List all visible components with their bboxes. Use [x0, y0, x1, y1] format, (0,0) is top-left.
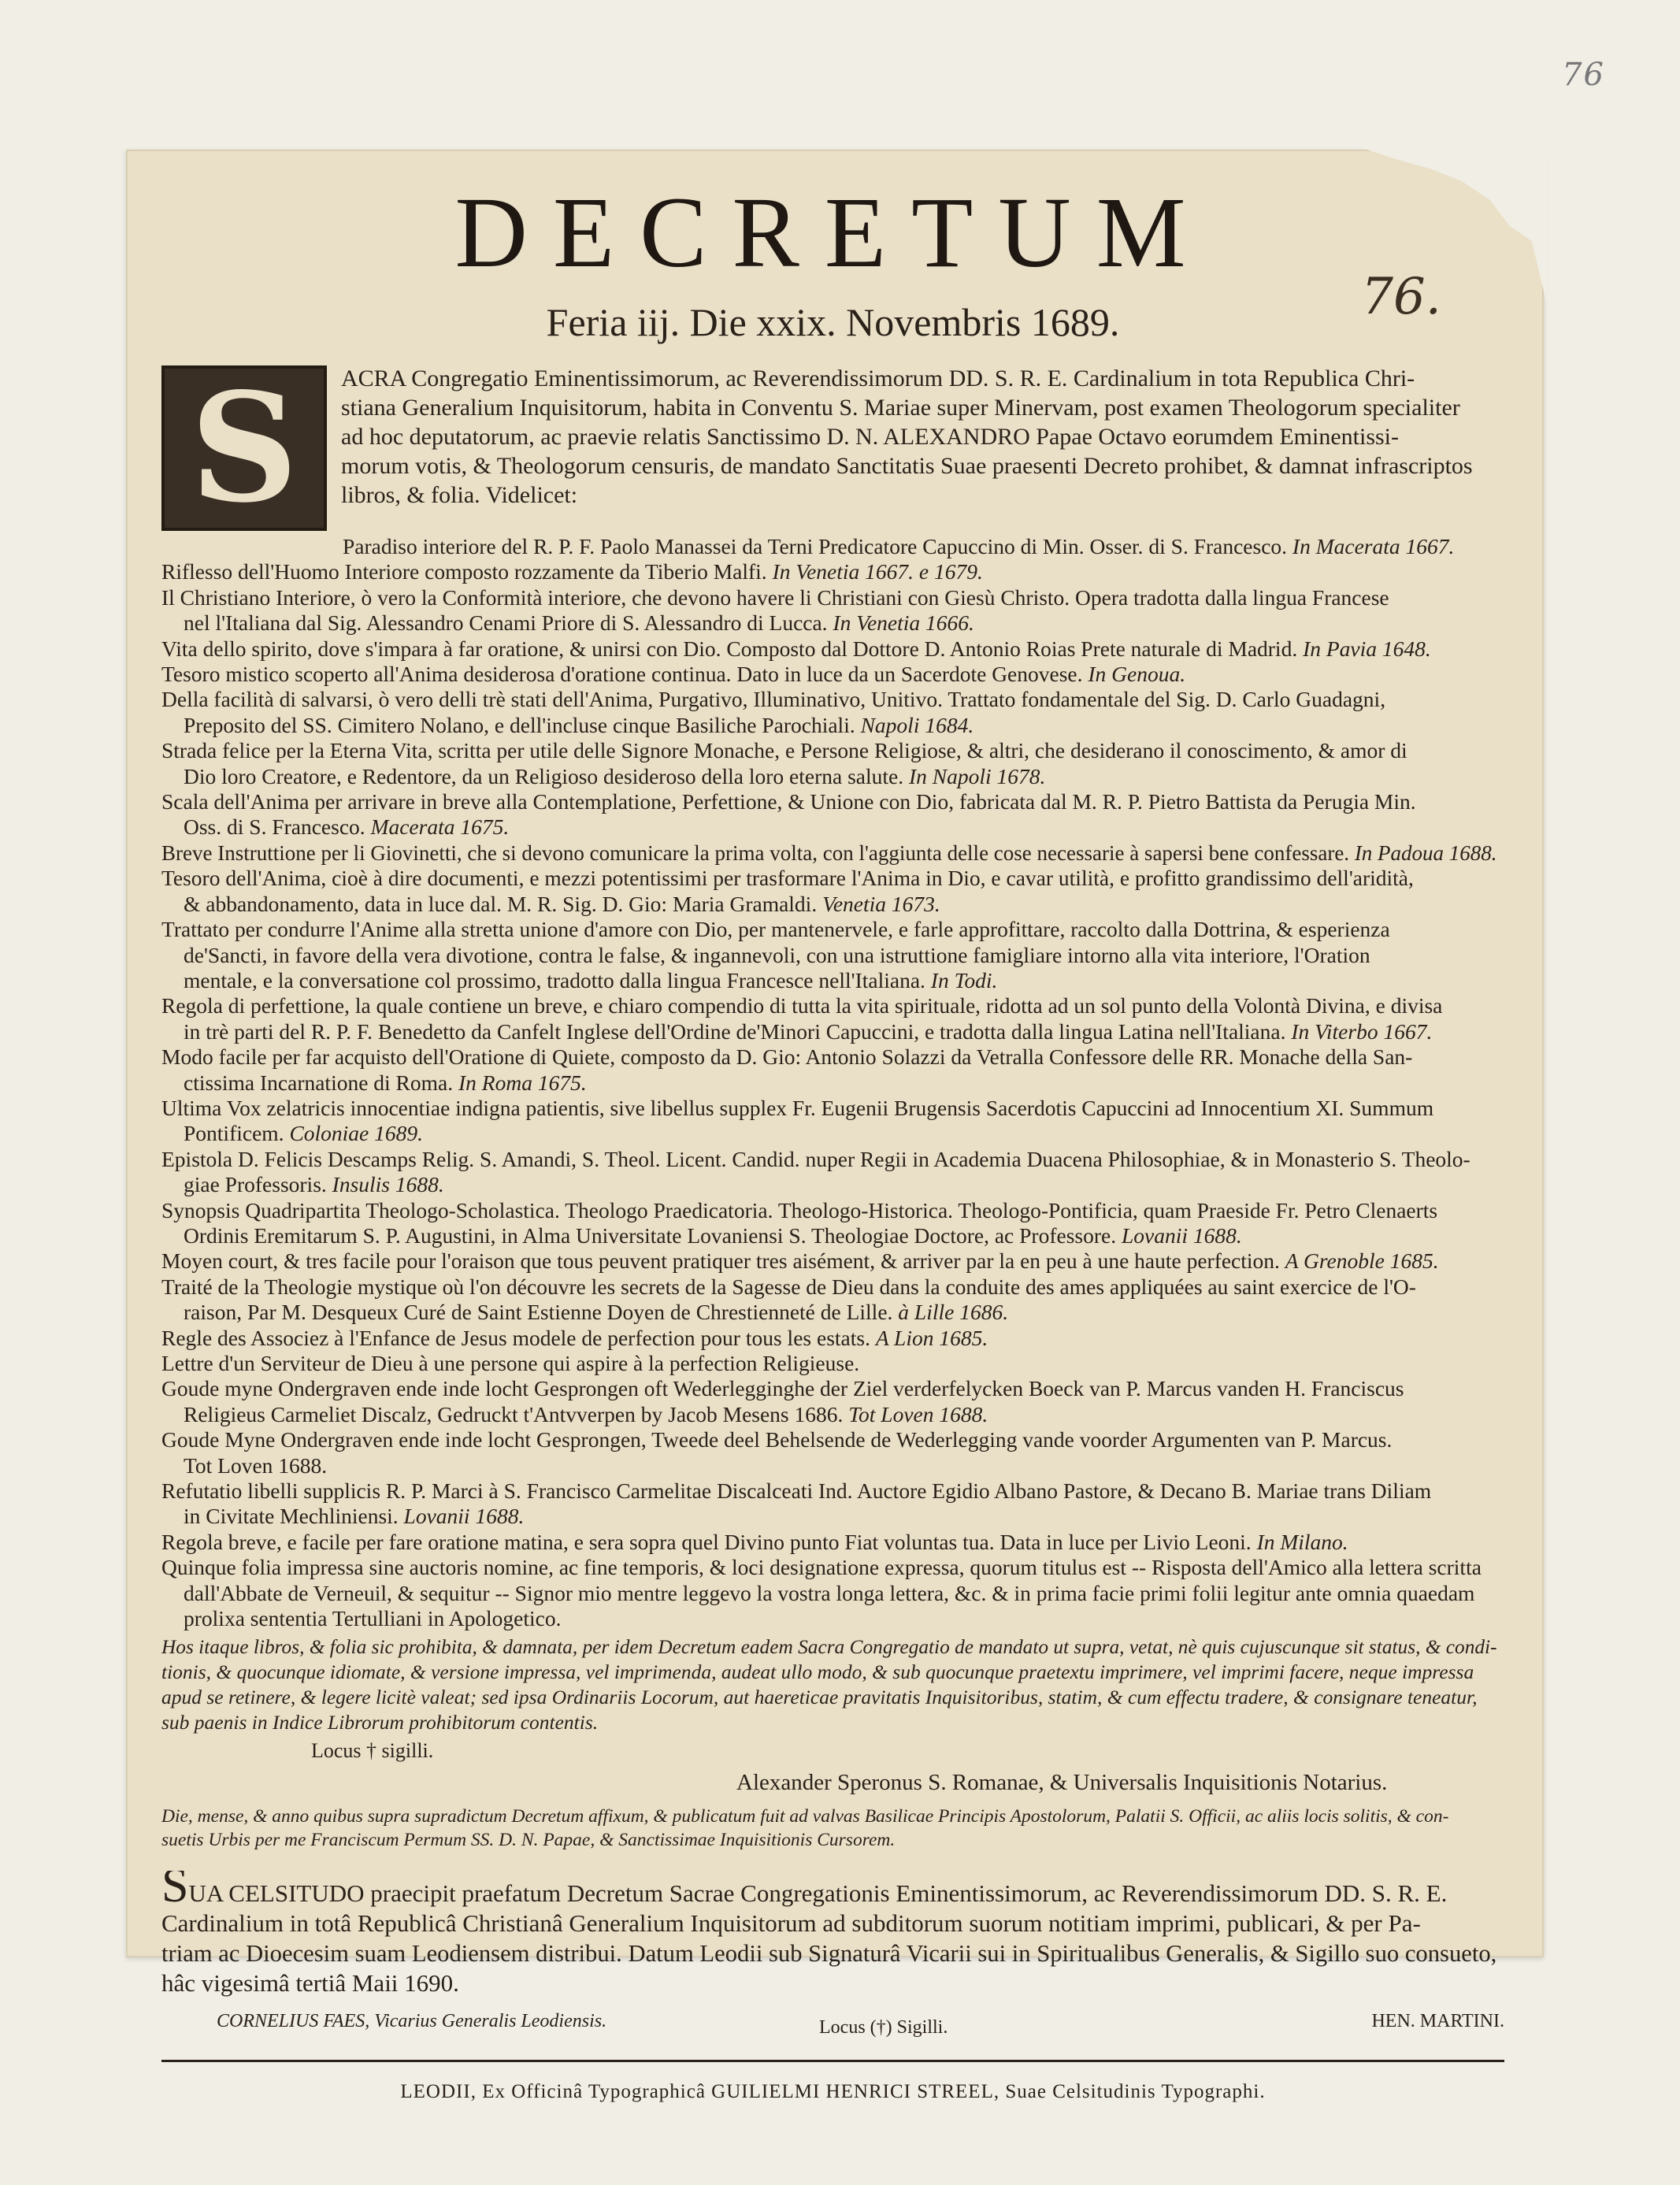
vicar-signature: CORNELIUS FAES, Vicarius Generalis Leodiensis.: [217, 2011, 607, 2032]
book-entry-line: [161, 943, 1504, 968]
book-entry-line: [161, 1044, 1504, 1070]
book-text: Tot Loven 1688.: [184, 1452, 328, 1478]
book-imprint-place: Tot Loven 1688.: [848, 1401, 988, 1426]
affixation-note: [161, 1805, 1504, 1852]
folio-handwritten-number: 76.: [1361, 268, 1441, 326]
intro-line: stiana Generalium Inquisitorum, habita in Conventu S. Mariae super Minervam, post examen Theologorum specialiter: [341, 395, 1460, 421]
book-entry-line: [161, 1402, 1504, 1427]
book-entry-line: [161, 1223, 1504, 1248]
book-text: ctissima Incarnatione di Roma.: [184, 1070, 454, 1095]
book-text: Goude myne Ondergraven ende inde locht Gesprongen oft Wederlegginghe der Ziel verderfelycken Boeck van P. Marcus vanden H. Franciscus: [161, 1376, 1404, 1401]
book-text: Tesoro mistico scoperto all'Anima desiderosa d'oratione continua. Dato in luce da un Sacerdote Genovese.: [161, 662, 1083, 687]
book-text: Trattato per condurre l'Anime alla stretta unione d'amore con Dio, per mantenervele, e farle approfittare, raccolto dalla Dottrina, & esperienza: [161, 917, 1390, 942]
book-text: raison, Par M. Desqueux Curé de Saint Estienne Doyen de Chrestienneté de Lille.: [184, 1300, 893, 1325]
prohibition-decree-text: [161, 1634, 1504, 1735]
book-entry-line: [161, 993, 1504, 1018]
book-entry-line: [161, 968, 1504, 993]
book-entry-line: [161, 687, 1504, 712]
book-entry-line: [161, 917, 1504, 942]
book-text: Ordinis Eremitarum S. P. Augustini, in Alma Universitate Lovaniensi S. Theologiae Doctore, ac Professore.: [184, 1222, 1117, 1248]
decree-line: apud se retinere, & legere licitè valeat; sed ipsa Ordinariis Locorum, aut haereticae pravitatis Inquisitoribus, statim, & cum effectu tradere, & consignare teneatur,: [161, 1686, 1478, 1709]
book-text: dall'Abbate de Verneuil, & sequitur -- Signor mio mentre leggevo la vostra longa lettera, &c. & in prima facie primi folii legitur ante omnia quaedam: [184, 1580, 1475, 1605]
book-entry-line: [161, 1147, 1504, 1172]
intro-line: ad hoc deputatorum, ac praevie relatis Sanctissimo D. N. ALEXANDRO Papae Octavo eorumdem Eminentissi-: [341, 424, 1399, 450]
book-text: Synopsis Quadripartita Theologo-Scholastica. Theologo Praedicatoria. Theologo-Historica. Theologo-Pontificia, quam Praeside Fr. Petro Clenaerts: [161, 1197, 1438, 1222]
book-entry-line: [161, 1376, 1504, 1401]
decree-sheet: [126, 150, 1544, 2103]
book-text: Regola breve, e facile per fare oratione matina, e sera sopra quel Divino punto Fiat voluntas tua. Data in luce per Livio Leoni.: [161, 1529, 1252, 1554]
intro-line: morum votis, & Theologorum censuris, de mandato Sanctitatis Suae praesenti Decreto prohibet, & damnat infrascriptos: [341, 453, 1473, 479]
book-imprint-place: In Milano.: [1256, 1529, 1348, 1554]
book-text: Preposito del SS. Cimitero Nolano, e dell'incluse cinque Basiliche Parochiali.: [184, 712, 855, 737]
book-entry-line: [161, 892, 1504, 917]
book-entry-line: [161, 1070, 1504, 1096]
book-imprint-place: In Genoua.: [1088, 662, 1186, 687]
book-entry-line: [161, 636, 1504, 662]
book-text: Dio loro Creatore, e Redentore, da un Religioso desideroso della loro eterna salute.: [184, 763, 904, 788]
book-entry-line: [161, 1121, 1504, 1146]
sua-line-first: [161, 1871, 1504, 1909]
book-text: Riflesso dell'Huomo Interiore composto rozzamente da Tiberio Malfi.: [161, 559, 767, 584]
seal-place-1: Locus † sigilli.: [311, 1739, 434, 1763]
book-text: nel l'Italiana dal Sig. Alessandro Cenami Priore di S. Alessandro di Lucca.: [184, 610, 828, 636]
book-text: Paradiso interiore del R. P. F. Paolo Manassei da Terni Predicatore Capuccino di Min. Osser. di S. Francesco.: [343, 534, 1288, 558]
book-imprint-place: In Viterbo 1667.: [1291, 1018, 1433, 1044]
book-entry-line: [161, 1427, 1504, 1452]
book-text: Ultima Vox zelatricis innocentiae indigna patientis, sive libellus supplex Fr. Eugenii Brugensis Sacerdotis Capuccini ad Innocentium XI. Summum: [161, 1095, 1434, 1120]
book-imprint-place: In Todi.: [930, 967, 998, 992]
book-entry-line: [161, 1248, 1504, 1274]
sua-line-0: UA CELSITUDO praecipit praefatum Decretum Sacrae Congregationis Eminentissimorum, ac Reverendissimorum DD. S. R. E.: [188, 1879, 1448, 1908]
decree-line: Hos itaque libros, & folia sic prohibita, & damnata, per idem Decretum eadem Sacra Congregatio de mandato ut supra, vetat, nè quis cujuscunque sit status, & condi-: [161, 1636, 1497, 1659]
book-entry-line: [161, 866, 1504, 891]
ornamental-dropcap: [161, 360, 327, 536]
book-entry-line: [161, 1300, 1504, 1325]
book-entry-line: [161, 1326, 1504, 1351]
intro-lines: [161, 364, 1504, 510]
book-text: Breve Instruttione per li Giovinetti, che si devono comunicare la prima volta, con l'aggiunta delle cose necessarie à sapersi bene confessare.: [161, 840, 1350, 865]
book-text: mentale, e la conversatione col prossimo, tradotto dalla lingua Francesce nell'Italiana.: [184, 967, 925, 992]
book-entry-line: [161, 1606, 1504, 1631]
book-entry-line: [161, 610, 1504, 636]
book-text: Regola di perfettione, la quale contiene un breve, e chiaro compendio di tutta la vita spirituale, ridotta ad un sol punto della Volontà Divina, e divisa: [161, 993, 1443, 1018]
book-entry-line: [161, 559, 1504, 584]
book-imprint-place: Lovanii 1688.: [403, 1504, 525, 1529]
book-text: de'Sancti, in favore della vera divotione, contra le false, & ingannevoli, con una istruttione famigliare intorno alla vita interiore, l'Oration: [184, 942, 1370, 967]
book-imprint-place: In Padoua 1688.: [1354, 840, 1497, 865]
book-imprint-place: Insulis 1688.: [332, 1172, 444, 1197]
book-entry-line: [161, 1096, 1504, 1121]
book-entry-line: [161, 1019, 1504, 1044]
book-imprint-place: Napoli 1684.: [860, 712, 974, 737]
book-text: Vita dello spirito, dove s'impara à far oratione, & unirsi con Dio. Composto dal Dottore D. Antonio Roias Prete naturale di Madrid.: [161, 636, 1298, 661]
book-entry-line: [161, 585, 1504, 610]
affixed-line: suetis Urbis per me Franciscum Permum SS. D. N. Papae, & Sanctissimae Inquisitionis Cursorem.: [161, 1830, 896, 1851]
decree-title: DECRETUM: [454, 176, 1211, 288]
decree-line: sub paenis in Indice Librorum prohibitorum contentis.: [161, 1711, 599, 1734]
book-imprint-place: Macerata 1675.: [370, 814, 510, 840]
book-text: Strada felice per la Eterna Vita, scritta per utile delle Signore Monache, e Persone Religiose, & altri, che desiderano il conoscimento, & amor di: [161, 738, 1407, 763]
book-text: Della facilità di salvarsi, ò vero delli trè stati dell'Anima, Purgativo, Illuminativo, Unitivo. Trattato fondamentale del Sig. D. Carlo Guadagni,: [161, 687, 1386, 712]
book-text: Modo facile per far acquisto dell'Oratione di Quiete, composto da D. Gio: Antonio Solazzi da Vetralla Confessore delle RR. Monache della San-: [161, 1044, 1413, 1070]
book-text: Traité de la Theologie mystique où l'on découvre les secrets de la Sagesse de Dieu dans la conduite des ames appliquées au saint exercice de l'O-: [161, 1274, 1416, 1299]
book-text: Lettre d'un Serviteur de Dieu à une persone qui aspire à la perfection Religieuse.: [161, 1351, 860, 1375]
book-imprint-place: Venetia 1673.: [822, 891, 940, 916]
book-imprint-place: A Grenoble 1685.: [1285, 1248, 1439, 1274]
book-entry-line: [161, 1530, 1504, 1555]
book-entry-line: [161, 534, 1504, 559]
book-entry-line: [161, 840, 1504, 866]
book-imprint-place: A Lion 1685.: [875, 1325, 988, 1350]
book-text: giae Professoris.: [184, 1172, 327, 1197]
book-text: Religieus Carmeliet Discalz, Gedruckt t'Antvverpen by Jacob Mesens 1686.: [184, 1401, 844, 1426]
book-entry-line: [161, 713, 1504, 738]
book-entry-line: [161, 1555, 1504, 1580]
seal-place-2: Locus (†) Sigilli.: [819, 2017, 948, 2038]
book-imprint-place: Lovanii 1688.: [1121, 1222, 1242, 1248]
divider-rule: [161, 2060, 1504, 2062]
book-imprint-place: In Venetia 1666.: [833, 610, 974, 636]
mount-pencil-note: 76: [1562, 57, 1605, 93]
intro-line: ACRA Congregatio Eminentissimorum, ac Reverendissimorum DD. S. R. E. Cardinalium in tota Republica Chri-: [341, 365, 1415, 391]
book-entry-line: [161, 789, 1504, 814]
sua-line-2: triam ac Dioecesim suam Leodiensem distribui. Datum Leodii sub Signaturâ Vicarii sui in Spiritualibus Generalis, & Sigillo suo consueto,: [161, 1940, 1497, 1968]
book-text: Il Christiano Interiore, ò vero la Conformità interiore, che devono havere li Christiani con Giesù Christo. Opera tradotta dalla lingua Francese: [161, 584, 1389, 610]
book-imprint-place: In Napoli 1678.: [908, 763, 1046, 788]
book-text: Regle des Associez à l'Enfance de Jesus modele de perfection pour tous les estats.: [161, 1325, 870, 1350]
book-text: Scala dell'Anima per arrivare in breve alla Contemplatione, Perfettione, & Unione con Dio, fabricata dal M. R. P. Pietro Battista da Perugia Min.: [161, 789, 1416, 814]
book-entry-line: [161, 1581, 1504, 1606]
book-entry-line: [161, 814, 1504, 840]
intro-line: libros, & folia. Videlicet:: [341, 482, 578, 508]
book-imprint-place: In Macerata 1667.: [1292, 534, 1455, 558]
book-entry-line: [161, 764, 1504, 789]
book-entry-line: [161, 1274, 1504, 1300]
dropcap-letter: S: [190, 360, 299, 536]
affixed-line: Die, mense, & anno quibus supra supradictum Decretum affixum, & publicatum fuit ad valvas Basilicae Principis Apostolorum, Palatii S. Officii, ac aliis locis solitis, & con-: [161, 1806, 1449, 1827]
book-imprint-place: In Venetia 1667. e 1679.: [772, 559, 983, 584]
book-text: in Civitate Mechliniensi.: [184, 1504, 399, 1529]
book-imprint-place: Coloniae 1689.: [289, 1121, 424, 1146]
book-imprint-place: In Pavia 1648.: [1303, 636, 1431, 661]
sua-initial: S: [161, 1871, 189, 1909]
sua-line-1: Cardinalium in totâ Republicâ Christianâ Generalium Inquisitorum ad subditorum suorum notitiam imprimi, publicari, & per Pa-: [161, 1909, 1421, 1938]
decree-date: Feria iij. Die xxix. Novembris 1689.: [546, 300, 1120, 344]
book-entry-line: [161, 1172, 1504, 1197]
secretary-signature: HEN. MARTINI.: [1371, 2011, 1504, 2032]
book-text: Refutatio libelli supplicis R. P. Marci à S. Francisco Carmelitae Discalceati Ind. Auctore Egidio Albano Pastore, & Decano B. Mariae trans Diliam: [161, 1478, 1432, 1504]
book-text: prolixa sententia Tertulliani in Apologetico.: [184, 1606, 562, 1631]
book-entry-line: [161, 1478, 1504, 1504]
decree-line: tionis, & quocunque idiomate, & versione impressa, vel imprimenda, audeat ullo modo, & sub quocunque praetextu imprimere, vel imprimi facere, neque impressa: [161, 1660, 1474, 1684]
book-text: Moyen court, & tres facile pour l'oraison que tous peuvent pratiquer tres aisément, & arriver par la en peu à une haute perfection.: [161, 1248, 1280, 1274]
book-text: Tesoro dell'Anima, cioè à dire documenti, e mezzi potentissimi per trasformare l'Anima in Dio, e cavar utilità, e profitto grandissimo dell'aridità,: [161, 866, 1414, 891]
printer-imprint: LEODII, Ex Officinâ Typographicâ GUILIELMI HENRICI STREEL, Suae Celsitudinis Typographi.: [400, 2081, 1266, 2103]
book-entry-line: [161, 662, 1504, 687]
book-text: & abbandonamento, data in luce dal. M. R. Sig. D. Gio: Maria Gramaldi.: [184, 891, 818, 916]
book-text: Oss. di S. Francesco.: [184, 814, 365, 840]
book-text: Quinque folia impressa sine auctoris nomine, ac fine temporis, & loci designatione expressa, quorum titulus est -- Risposta dell'Amico alla lettera scritta: [161, 1555, 1482, 1580]
book-entry-line: [161, 1453, 1504, 1478]
book-entry-line: [161, 1351, 1504, 1376]
book-text: in trè parti del R. P. F. Benedetto da Canfelt Inglese dell'Ordine de'Minori Capuccini, e tradotta dalla lingua Latina nell'Italiana.: [184, 1018, 1286, 1044]
notary-signature: Alexander Speronus S. Romanae, & Universalis Inquisitionis Notarius.: [736, 1770, 1388, 1796]
book-text: Epistola D. Felicis Descamps Relig. S. Amandi, S. Theol. Licent. Candid. nuper Regii in Academia Duacena Philosophiae, & in Monasterio S. Theolo-: [161, 1146, 1470, 1171]
book-entry-line: [161, 738, 1504, 763]
book-imprint-place: à Lille 1686.: [898, 1300, 1009, 1325]
book-text: Pontificem.: [184, 1121, 284, 1146]
book-imprint-place: In Roma 1675.: [458, 1070, 587, 1095]
book-text: Goude Myne Ondergraven ende inde locht Gesprongen, Tweede deel Behelsende de Wederlegging vande voorder Argumenten van P. Marcus.: [161, 1427, 1393, 1452]
sheet-content: [161, 173, 1504, 2103]
book-entry-line: [161, 1198, 1504, 1223]
prohibited-books-list: [161, 534, 1504, 1631]
liege-approval-paragraph: [161, 1871, 1504, 1998]
intro-paragraph: [161, 360, 1504, 536]
book-entry-line: [161, 1504, 1504, 1529]
signature-row: [161, 2005, 1504, 2042]
sua-line-3: hâc vigesimâ tertiâ Maii 1690.: [161, 1969, 459, 1998]
